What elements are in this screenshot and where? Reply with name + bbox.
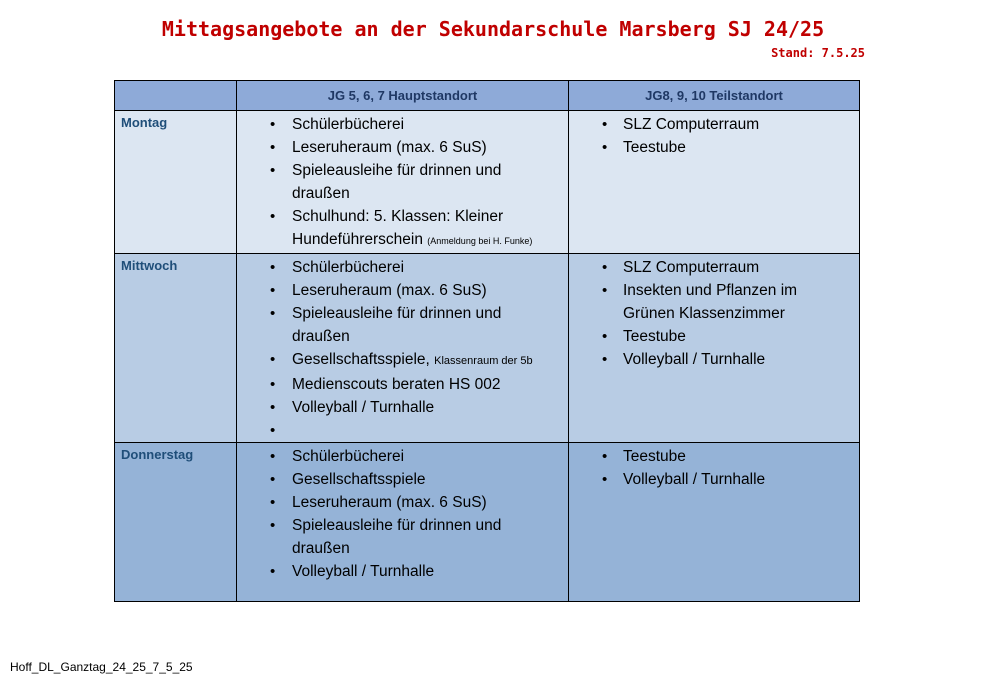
list-item: • Spieleausleihe für drinnen und draußen [237,514,554,560]
offer-table [114,80,860,602]
gesell-text: Gesellschaftsspiele, [292,351,430,368]
list-item: • Insekten und Pflanzen im Grünen Klassenzimmer [569,279,843,325]
list-item: • Volleyball / Turnhalle [569,348,843,371]
list-item: • Spieleausleihe für drinnen und draußen [237,302,554,348]
gesell-note: Klassenraum der 5b [434,355,533,367]
list-item: • Medienscouts beraten HS 002 [237,373,554,396]
footer-filename: Hoff_DL_Ganztag_24_25_7_5_25 [10,660,193,674]
donnerstag-teilstandort [569,443,860,602]
list-item: • Teestube [569,325,843,348]
list-item: • Teestube [569,445,843,468]
header-hauptstandort: JG 5, 6, 7 Hauptstandort [237,81,569,111]
list-item [237,348,554,373]
list-item: • Schülerbücherei [237,256,554,279]
list-item: • Leseruheraum (max. 6 SuS) [237,491,554,514]
list-item: • Spieleausleihe für drinnen und draußen [237,159,554,205]
row-donnerstag [115,443,860,602]
header-teilstandort: JG8, 9, 10 Teilstandort [569,81,860,111]
list-item: • SLZ Computerraum [569,113,843,136]
row-mittwoch [115,254,860,443]
list-item: • Leseruheraum (max. 6 SuS) [237,136,554,159]
list-item: • Volleyball / Turnhalle [237,560,554,583]
list-item: • Teestube [569,136,843,159]
donnerstag-hauptstandort [237,443,569,602]
mittwoch-teilstandort [569,254,860,443]
header-row [115,81,860,111]
list-item: • Volleyball / Turnhalle [237,396,554,419]
list-item: • SLZ Computerraum [569,256,843,279]
hund-text: Schulhund: 5. Klassen: Kleiner Hundeführerschein [292,208,504,248]
day-donnerstag: Donnerstag [115,443,237,602]
montag-hauptstandort [237,111,569,254]
hund-note: (Anmeldung bei H. Funke) [427,236,533,246]
list-item: • Schülerbücherei [237,113,554,136]
list-item: • Gesellschaftsspiele [237,468,554,491]
day-montag: Montag [115,111,237,254]
stand-date: Stand: 7.5.25 [771,46,865,60]
row-montag [115,111,860,254]
list-item: • Schülerbücherei [237,445,554,468]
list-item-empty [237,419,554,442]
header-day [115,81,237,111]
list-item: • Leseruheraum (max. 6 SuS) [237,279,554,302]
montag-teilstandort [569,111,860,254]
document-title: Mittagsangebote an der Sekundarschule Marsberg SJ 24/25 [161,17,825,41]
day-mittwoch: Mittwoch [115,254,237,443]
mittwoch-hauptstandort [237,254,569,443]
list-item [237,205,554,253]
list-item: • Volleyball / Turnhalle [569,468,843,491]
